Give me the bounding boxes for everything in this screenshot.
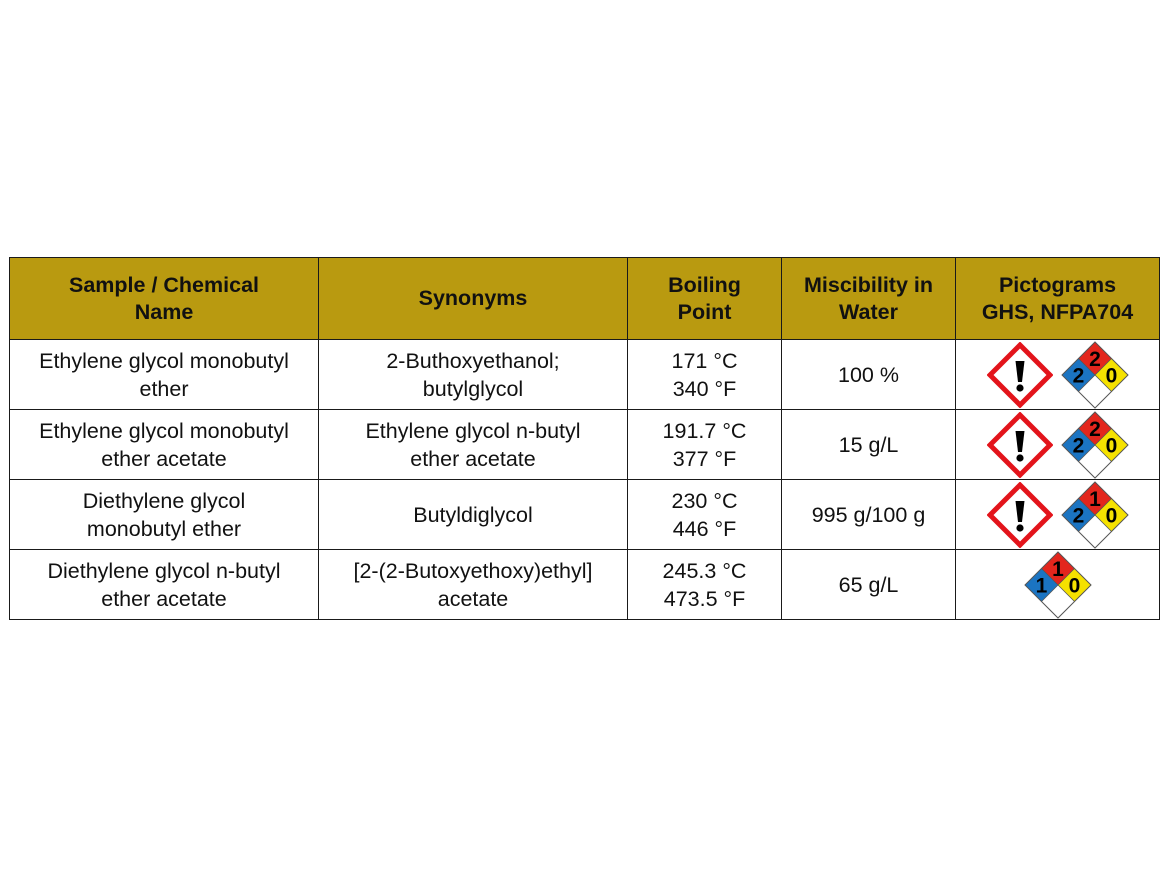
header-text-line: Synonyms [418, 286, 528, 310]
nfpa-flammability-rating: 2 [1088, 417, 1101, 441]
boiling-point-cell-text: 245.3 °C [662, 558, 747, 583]
boiling-point-cell-text: 191.7 °C [662, 418, 747, 443]
nfpa-health-rating: 2 [1072, 504, 1084, 527]
nfpa-instability-rating: 0 [1105, 364, 1117, 387]
chemical-name-cell [10, 550, 319, 620]
chemical-name-cell [10, 410, 319, 480]
boiling-point-cell [628, 480, 782, 550]
miscibility-cell-text: 65 g/L [838, 572, 899, 597]
chemical-name-cell-text: ether acetate [101, 446, 227, 471]
nfpa-flammability-rating: 1 [1051, 557, 1064, 581]
header-synonyms [319, 258, 628, 340]
chemical-name-cell-text: ether acetate [101, 586, 227, 611]
nfpa-health-rating: 2 [1072, 434, 1084, 457]
table-row [10, 550, 1160, 620]
header-miscibility [782, 258, 956, 340]
exclamation-mark-icon [987, 482, 1053, 548]
nfpa704-diamond-icon [1024, 551, 1092, 619]
header-text-line: Miscibility in [803, 272, 934, 297]
header-pictograms [956, 258, 1160, 340]
pictogram-group [956, 340, 1159, 409]
chemical-name-cell-text: Diethylene glycol n-butyl [47, 558, 281, 583]
synonyms-cell-text: ether acetate [410, 446, 536, 471]
synonyms-cell [319, 340, 628, 410]
exclamation-mark-icon [987, 342, 1053, 408]
boiling-point-cell-text: 171 °C [671, 348, 738, 373]
header-sample-name [10, 258, 319, 340]
header-text-line: Boiling [668, 272, 741, 297]
chemical-name-cell-text: Diethylene glycol [82, 488, 246, 513]
nfpa-health-rating: 2 [1072, 364, 1084, 387]
chemical-properties-table [9, 257, 1160, 620]
chemical-name-cell-text: monobutyl ether [86, 516, 242, 541]
table-body [10, 340, 1160, 620]
exclamation-mark-icon [987, 412, 1053, 478]
miscibility-cell [782, 340, 956, 410]
synonyms-cell [319, 550, 628, 620]
nfpa-instability-rating: 0 [1105, 434, 1117, 457]
table-row [10, 410, 1160, 480]
table-row [10, 480, 1160, 550]
miscibility-cell-text: 995 g/100 g [811, 502, 926, 527]
boiling-point-cell-text: 446 °F [672, 516, 737, 541]
miscibility-cell [782, 550, 956, 620]
pictograms-cell [956, 480, 1160, 550]
nfpa704-diamond-icon [1061, 341, 1129, 409]
synonyms-cell-text: acetate [437, 586, 509, 611]
nfpa704-diamond-icon [1061, 481, 1129, 549]
nfpa-health-rating: 1 [1035, 574, 1047, 597]
synonyms-cell [319, 410, 628, 480]
synonyms-cell-text: butylglycol [422, 376, 524, 401]
synonyms-cell-text: [2-(2-Butoxyethoxy)ethyl] [353, 558, 593, 583]
header-text-line: Name [134, 299, 194, 324]
boiling-point-cell [628, 340, 782, 410]
pictograms-cell [956, 340, 1160, 410]
header-text-line: Sample / Chemical [69, 272, 259, 297]
synonyms-cell-text: Butyldiglycol [413, 502, 533, 527]
miscibility-cell-text: 15 g/L [838, 432, 899, 457]
header-boiling-point [628, 258, 782, 340]
nfpa-instability-rating: 0 [1068, 574, 1080, 597]
chemical-name-cell [10, 480, 319, 550]
pictograms-cell [956, 410, 1160, 480]
miscibility-cell-text: 100 % [838, 362, 899, 387]
chemical-name-cell-text: ether [139, 376, 189, 401]
boiling-point-cell-text: 340 °F [672, 376, 737, 401]
header-row [10, 258, 1160, 340]
synonyms-cell-text: Ethylene glycol n-butyl [365, 418, 581, 443]
boiling-point-cell-text: 377 °F [672, 446, 737, 471]
nfpa-instability-rating: 0 [1105, 504, 1117, 527]
miscibility-cell [782, 480, 956, 550]
boiling-point-cell-text: 473.5 °F [663, 586, 746, 611]
miscibility-cell [782, 410, 956, 480]
chemical-name-cell-text: Ethylene glycol monobutyl [39, 348, 289, 373]
table-header [10, 258, 1160, 340]
header-text-line: GHS, NFPA704 [981, 299, 1134, 324]
header-text-line: Point [677, 299, 732, 324]
pictogram-group [956, 480, 1159, 549]
synonyms-cell-text: 2-Buthoxyethanol; [386, 348, 560, 373]
pictograms-cell [956, 550, 1160, 620]
synonyms-cell [319, 480, 628, 550]
chemical-name-cell [10, 340, 319, 410]
pictogram-group [956, 410, 1159, 479]
boiling-point-cell-text: 230 °C [671, 488, 738, 513]
nfpa704-diamond-icon [1061, 411, 1129, 479]
header-text-line: Pictograms [998, 272, 1117, 297]
nfpa-flammability-rating: 2 [1088, 347, 1101, 371]
nfpa-flammability-rating: 1 [1088, 487, 1101, 511]
chemical-name-cell-text: Ethylene glycol monobutyl [39, 418, 289, 443]
boiling-point-cell [628, 410, 782, 480]
header-text-line: Water [839, 299, 898, 324]
boiling-point-cell [628, 550, 782, 620]
pictogram-group [956, 550, 1159, 619]
table-row [10, 340, 1160, 410]
